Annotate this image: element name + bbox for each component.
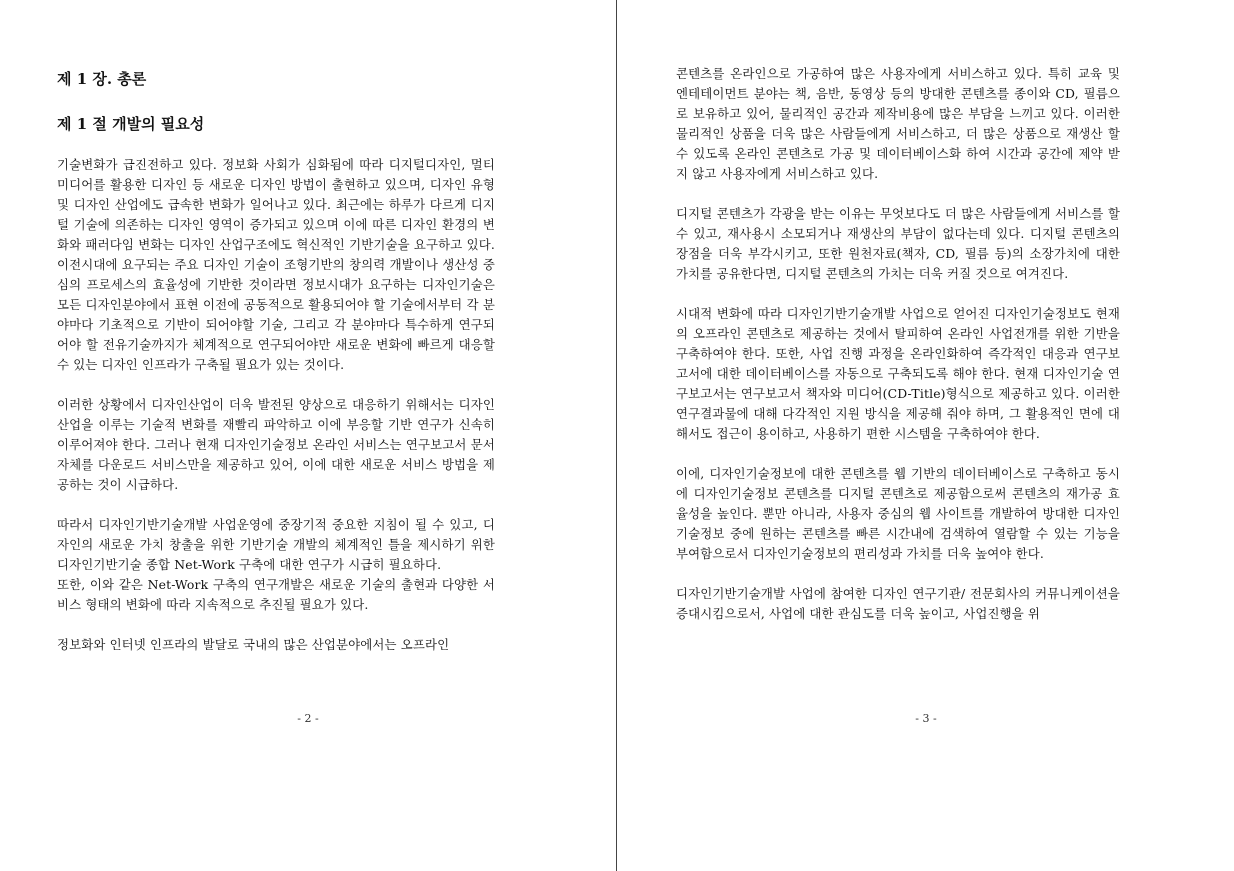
- right-page: [618, 0, 1234, 871]
- paragraph: 콘텐츠를 온라인으로 가공하여 많은 사용자에게 서비스하고 있다. 특히 교육 및 엔테테이먼트 분야는 책, 음반, 동영상 등의 방대한 콘텐츠를 종이와 CD, 필름으로 보유하고 있어, 물리적인 공간과 제작비용에 많은 부담을 느끼고 있다. 이러한 물리적인 상품을 더욱 많은 사람들에게 서비스하고, 더 많은 상품으로 재생산 할 수 있도록 온라인 콘텐츠로 가공 및 데이터베이스화 하여 시간과 공간에 제약 받지 않고 사용자에게 서비스하고 있다.: [676, 66, 1120, 181]
- paragraph: 디지털 콘텐츠가 각광을 받는 이유는 무엇보다도 더 많은 사람들에게 서비스를 할 수 있고, 재사용시 소모되거나 재생산의 부담이 없다는데 있다. 디지털 콘텐츠의 장점을 더욱 부각시키고, 또한 원천자료(책자, CD, 필름 등)의 소장가치에 대한 가치를 공유한다면, 디지털 콘텐츠의 가치는 더욱 커질 것으로 여겨진다.: [676, 206, 1120, 281]
- paragraph: 또한, 이와 같은 Net-Work 구축의 연구개발은 새로운 기술의 출현과 다양한 서비스 형태의 변화에 따라 지속적으로 추진될 필요가 있다.: [57, 577, 495, 612]
- right-page-content: [676, 64, 1120, 624]
- paragraph: 이에, 디자인기술정보에 대한 콘텐츠를 웹 기반의 데이터베이스로 구축하고 동시에 디자인기술정보 콘텐츠를 디지털 콘텐츠로 제공함으로써 콘텐츠의 재가공 효율성을 높인다. 뿐만 아니라, 사용자 중심의 웹 사이트를 개발하여 방대한 디자인기술정보 중에 원하는 콘텐츠를 빠른 시간내에 검색하여 열람할 수 있는 기능을 부여함으로서 디자인기술정보의 편리성과 가치를 더욱 높여야 한다.: [676, 466, 1120, 561]
- paragraph: 따라서 디자인기반기술개발 사업운영에 중장기적 중요한 지침이 될 수 있고, 디자인의 새로운 가치 창출을 위한 기반기술 개발의 체계적인 틀을 제시하기 위한 디자인기반기술 종합 Net-Work 구축에 대한 연구가 시급히 필요하다.: [57, 517, 495, 572]
- paragraph: 시대적 변화에 따라 디자인기반기술개발 사업으로 얻어진 디자인기술정보도 현재의 오프라인 콘텐츠로 제공하는 것에서 탈피하여 온라인 사업전개를 위한 기반을 구축하여야 한다. 또한, 사업 진행 과정을 온라인화하여 즉각적인 대응과 연구보고서에 대한 데이터베이스를 자동으로 구축되도록 해야 한다. 현재 디자인기술 연구보고서는 연구보고서 책자와 미디어(CD-Title)형식으로 제공하고 있다. 이러한 연구결과물에 대해 다각적인 지원 방식을 제공해 줘야 하며, 그 활용적인 면에 대해서도 접근이 용이하고, 사용하기 편한 시스템을 구축하여야 한다.: [676, 306, 1120, 441]
- paragraph: 정보화와 인터넷 인프라의 발달로 국내의 많은 산업분야에서는 오프라인: [57, 637, 450, 652]
- paragraph: 기술변화가 급진전하고 있다. 정보화 사회가 심화됨에 따라 디지털디자인, 멀티미디어를 활용한 디자인 등 새로운 디자인 방법이 출현하고 있으며, 디자인 유형 및 디자인 산업에도 급속한 변화가 일어나고 있다. 최근에는 하루가 다르게 디지털 기술에 의존하는 디자인 영역이 증가되고 있으며 이에 따른 디자인 환경의 변화와 패러다임 변화는 디자인 산업구조에도 혁신적인 기반기술을 요구하고 있다. 이전시대에 요구되는 주요 디자인 기술이 조형기반의 창의력 개발이나 생산성 중심의 프로세스의 효율성에 기반한 것이라면 정보시대가 요구하는 디자인기술은 모든 디자인분야에서 표현 이전에 공동적으로 활용되어야 할 기술에서부터 각 분야마다 기초적으로 기반이 되어야할 기술, 그리고 각 분야마다 특수하게 연구되어야 할 전유기술까지가 체계적으로 연구되어야만 새로운 변화에 빠르게 대응할 수 있는 디자인 인프라가 구축될 필요가 있는 것이다.: [57, 157, 495, 372]
- paragraph: 이러한 상황에서 디자인산업이 더욱 발전된 양상으로 대응하기 위해서는 디자인 산업을 이루는 기술적 변화를 재빨리 파악하고 이에 부응할 기반 연구가 신속히 이루어져야 한다. 그러나 현재 디자인기술정보 온라인 서비스는 연구보고서 문서 자체를 다운로드 서비스만을 제공하고 있어, 이에 대한 새로운 서비스 방법을 제공하는 것이 시급하다.: [57, 397, 495, 492]
- page-number: - 2 -: [297, 712, 319, 725]
- paragraph: 디자인기반기술개발 사업에 참여한 디자인 연구기관/ 전문회사의 커뮤니케이션을 증대시킴으로서, 사업에 대한 관심도를 더욱 높이고, 사업진행을 위: [676, 586, 1120, 621]
- page-divider: [616, 0, 617, 871]
- chapter-title: 제 1 장. 총론: [57, 70, 147, 88]
- left-page-content: [57, 64, 495, 655]
- page-number: - 3 -: [915, 712, 937, 725]
- left-page: [0, 0, 616, 871]
- section-title: 제 1 절 개발의 필요성: [57, 115, 205, 133]
